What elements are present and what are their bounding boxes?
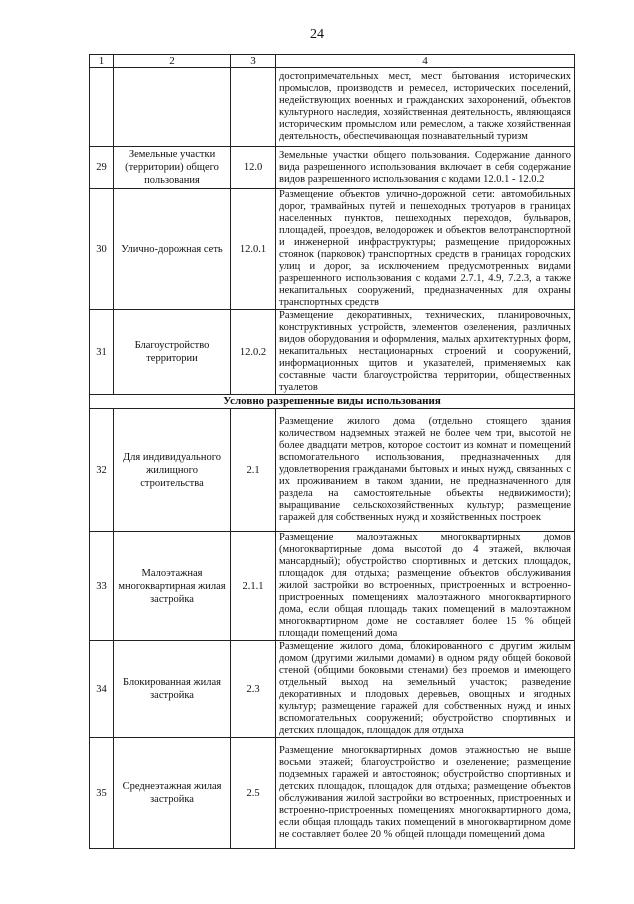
row-number: 29 <box>90 147 114 189</box>
table-row <box>90 189 575 310</box>
land-use-code: 12.0.1 <box>231 189 276 310</box>
section-row <box>90 395 575 409</box>
land-use-description: Размещение жилого дома, блокированного с другим жилым домом (другими жилыми домами) в одном ряду общей боковой стеной (общими боковыми стенами) без проемов и имеющего отдельный выход на земельный участок; разведение декоративных и плодовых деревьев, овощных и ягодных культур; размещение гаражей для собственных нужд и иных вспомогательных сооружений; обустройство спортивных и детских площадок, площадок для отдыха <box>276 641 575 738</box>
section-title: Условно разрешенные виды использования <box>90 395 575 409</box>
land-use-name: Улично-дорожная сеть <box>114 189 231 310</box>
table-row <box>90 147 575 189</box>
land-use-name: Блокированная жилая застройка <box>114 641 231 738</box>
header-cell-4: 4 <box>276 55 575 68</box>
land-use-description: Размещение объектов улично-дорожной сети: автомобильных дорог, трамвайных путей и пешеходных тротуаров в границах населенных пунктов, пешеходных переходов, бульваров, площадей, проездов, велодорожек и объектов велотранспортной и инженерной инфраструктуры; размещение придорожных стоянок (парковок) транспортных средств в границах городских улиц и дорог, за исключением предусмотренных видами разрешенного использования с кодами 2.7.1, 4.9, 7.2.3, а также некапитальных сооружений, предназначенных для охраны транспортных средств <box>276 189 575 310</box>
table-row <box>90 641 575 738</box>
land-use-code: 2.1.1 <box>231 532 276 641</box>
row-number: 34 <box>90 641 114 738</box>
land-use-name: Земельные участки (территории) общего пользования <box>114 147 231 189</box>
row-number: 30 <box>90 189 114 310</box>
row-number: 35 <box>90 738 114 849</box>
land-use-name: Для индивидуального жилищного строительства <box>114 409 231 532</box>
header-cell-1: 1 <box>90 55 114 68</box>
continuation-description: достопримечательных мест, мест бытования исторических промыслов, производств и ремесел, исторических поселений, недействующих военных и гражданских захоронений, объектов культурного наследия, хозяйственная деятельность, являющаяся историческим промыслом или ремеслом, а также хозяйственная деятельность, обеспечивающая познавательный туризм <box>276 68 575 147</box>
table-header-row <box>90 55 575 68</box>
table-row <box>90 738 575 849</box>
table-row-continuation <box>90 68 575 147</box>
land-use-code: 12.0 <box>231 147 276 189</box>
table-row <box>90 310 575 395</box>
row-number: 33 <box>90 532 114 641</box>
table-row <box>90 409 575 532</box>
land-use-code: 12.0.2 <box>231 310 276 395</box>
land-use-table <box>89 54 575 849</box>
land-use-code: 2.3 <box>231 641 276 738</box>
page-number: 24 <box>310 27 324 42</box>
land-use-description: Размещение жилого дома (отдельно стоящего здания количеством надземных этажей не более чем три, высотой не более двадцати метров, которое состоит из комнат и помещений вспомогательного использования, предназначенных для удовлетворения гражданами бытовых и иных нужд, связанных с их проживанием в таком здании, не предназначенного для раздела на самостоятельные объекты недвижимости); выращивание сельскохозяйственных культур; размещение гаражей для собственных нужд и хозяйственных построек <box>276 409 575 532</box>
land-use-name: Малоэтажная многоквартирная жилая застройка <box>114 532 231 641</box>
land-use-description: Размещение декоративных, технических, планировочных, конструктивных устройств, элементов озеленения, различных видов оборудования и оформления, малых архитектурных форм, некапитальных нестационарных строений и сооружений, информационных щитов и указателей, применяемых как составные части благоустройства территории, общественных туалетов <box>276 310 575 395</box>
land-use-code: 2.1 <box>231 409 276 532</box>
header-cell-2: 2 <box>114 55 231 68</box>
land-use-code: 2.5 <box>231 738 276 849</box>
row-number: 32 <box>90 409 114 532</box>
header-cell-3: 3 <box>231 55 276 68</box>
land-use-name: Благоустройство территории <box>114 310 231 395</box>
land-use-description: Земельные участки общего пользования. Содержание данного вида разрешенного использования включает в себя содержание видов разрешенного использования с кодами 12.0.1 - 12.0.2 <box>276 147 575 189</box>
row-number: 31 <box>90 310 114 395</box>
land-use-description: Размещение многоквартирных домов этажностью не выше восьми этажей; благоустройство и озеленение; размещение подземных гаражей и автостоянок; обустройство спортивных и детских площадок, площадок для отдыха; размещение объектов обслуживания жилой застройки во встроенных, пристроенных и встроенно-пристроенных помещениях многоквартирного дома, если общая площадь таких помещений в многоквартирном доме не составляет более 20 % общей площади помещений дома <box>276 738 575 849</box>
table-row <box>90 532 575 641</box>
land-use-description: Размещение малоэтажных многоквартирных домов (многоквартирные дома высотой до 4 этажей, включая мансардный); обустройство спортивных и детских площадок, площадок для отдыха; размещение объектов обслуживания жилой застройки во встроенных, пристроенных и встроенно-пристроенных помещениях малоэтажного многоквартирного дома, если общая площадь таких помещений в малоэтажном многоквартирном доме не составляет более 15 % общей площади помещений дома <box>276 532 575 641</box>
land-use-name: Среднеэтажная жилая застройка <box>114 738 231 849</box>
